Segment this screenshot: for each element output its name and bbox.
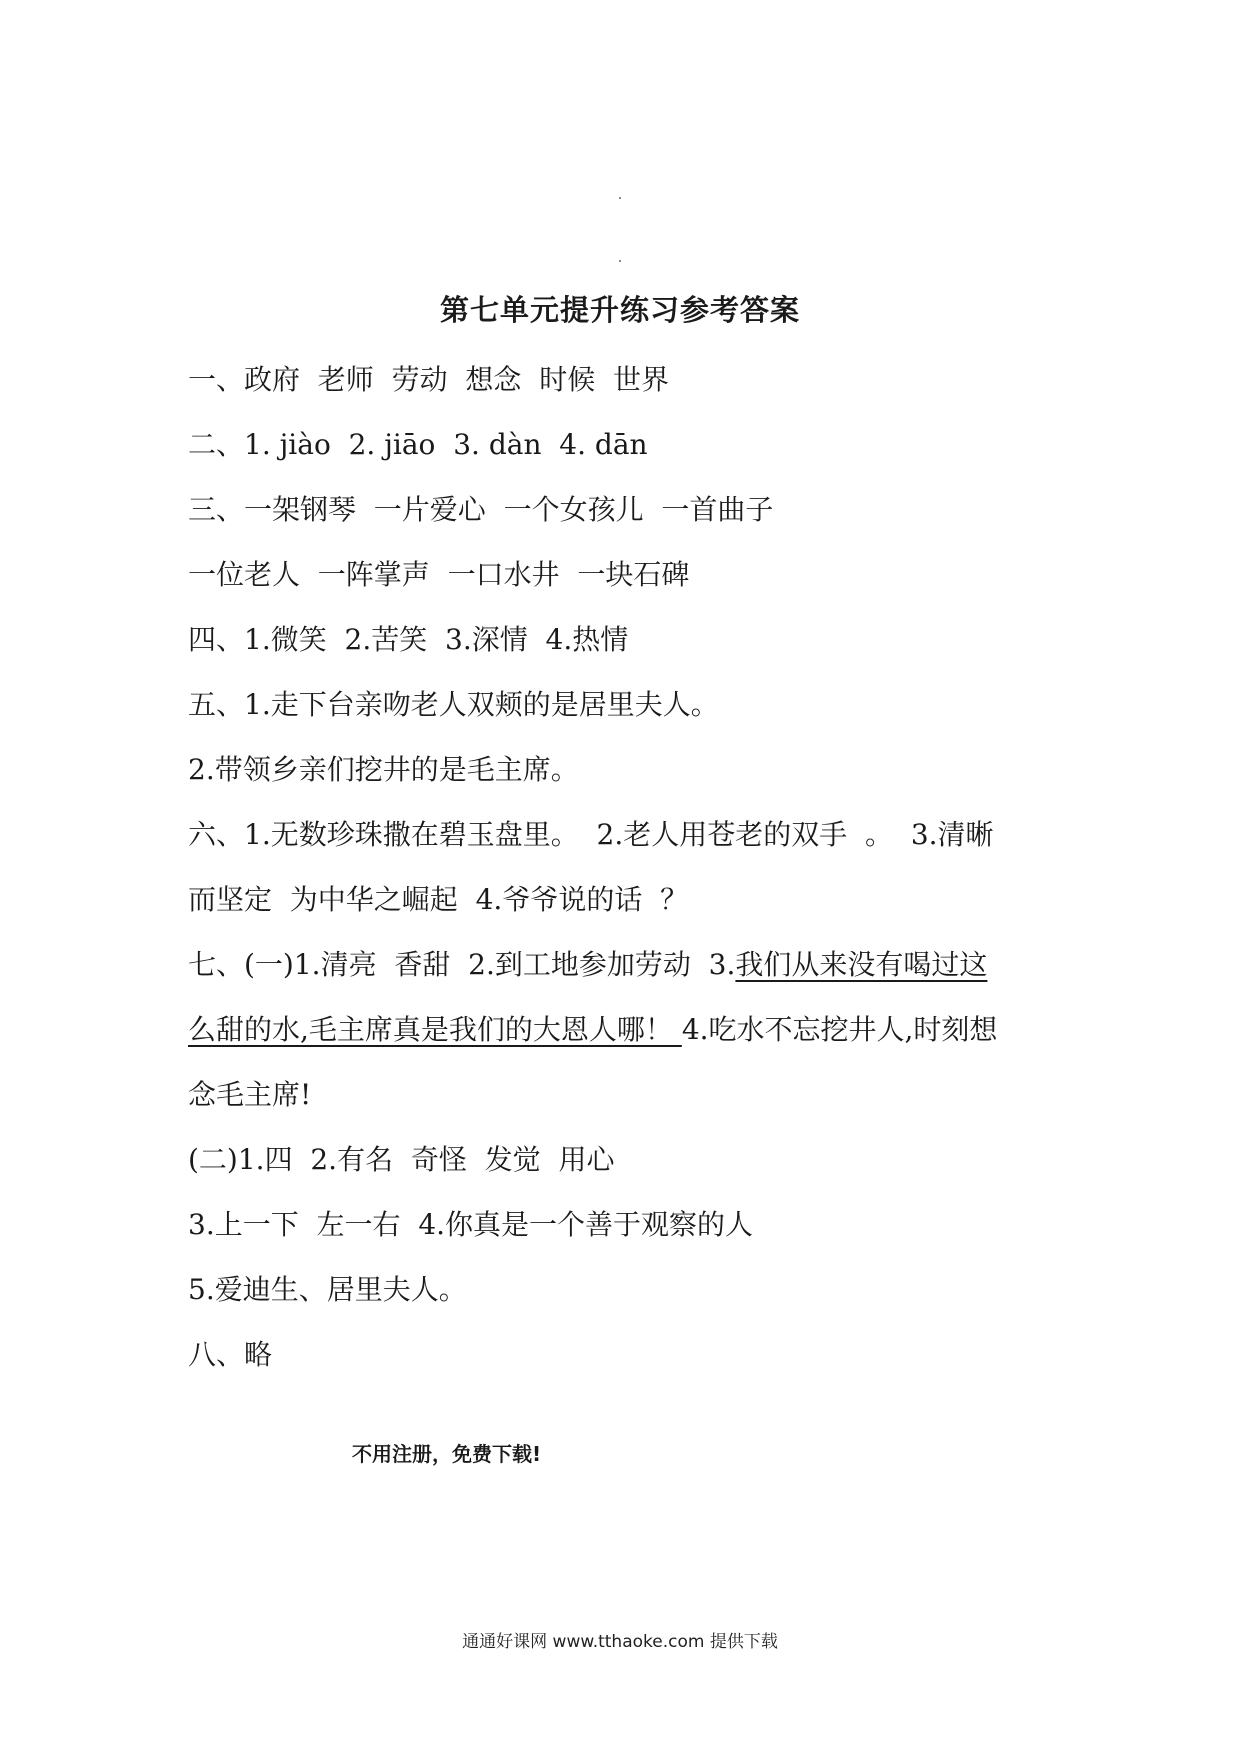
section7-line1-underlined: 我们从来没有喝过这	[735, 948, 988, 981]
promo-text: 不用注册，免费下载!	[352, 1442, 542, 1466]
section7-line1-prefix: 七、(一)1.清亮 香甜 2.到工地参加劳动 3.	[188, 948, 736, 981]
answer-line-3: 三、一架钢琴 一片爱心 一个女孩儿 一首曲子	[188, 493, 774, 526]
answer-line-4: 一位老人 一阵掌声 一口水井 一块石碑	[188, 558, 690, 591]
answer-line-13: (二)1.四 2.有名 奇怪 发觉 用心	[188, 1143, 615, 1176]
answer-line-12: 念毛主席!	[188, 1078, 312, 1111]
answer-line-11	[188, 1006, 1068, 1071]
answer-line-9: 而坚定 为中华之崛起 4.爷爷说的话 ？	[188, 883, 689, 916]
answer-line-2: 二、1. jiào 2. jiāo 3. dàn 4. dān	[188, 428, 648, 461]
answer-line-7: 2.带领乡亲们挖井的是毛主席。	[188, 753, 579, 786]
section7-line2-suffix: 4.吃水不忘挖井人,时刻想	[681, 1013, 998, 1046]
answer-line-5: 四、1.微笑 2.苦笑 3.深情 4.热情	[188, 623, 629, 656]
answer-line-10	[188, 941, 1068, 1006]
footer-text: 通通好课网 www.tthaoke.com 提供下载	[462, 1632, 778, 1652]
scan-dot-middle	[619, 260, 621, 262]
answer-line-1: 一、政府 老师 劳动 想念 时候 世界	[188, 363, 670, 396]
answer-content	[188, 356, 1068, 1396]
answer-line-8: 六、1.无数珍珠撒在碧玉盘里。 2.老人用苍老的双手 。 3.清晰	[188, 818, 994, 851]
section7-line2-underlined: 么甜的水,毛主席真是我们的大恩人哪！	[188, 1013, 682, 1046]
answer-line-15: 5.爱迪生、居里夫人。	[188, 1273, 467, 1306]
page-title: 第七单元提升练习参考答案	[439, 293, 800, 327]
answer-line-14: 3.上一下 左一右 4.你真是一个善于观察的人	[188, 1208, 754, 1241]
answer-line-6: 五、1.走下台亲吻老人双颊的是居里夫人。	[188, 688, 719, 721]
answer-line-16: 八、略	[188, 1338, 273, 1371]
scan-dot-top	[619, 197, 621, 199]
